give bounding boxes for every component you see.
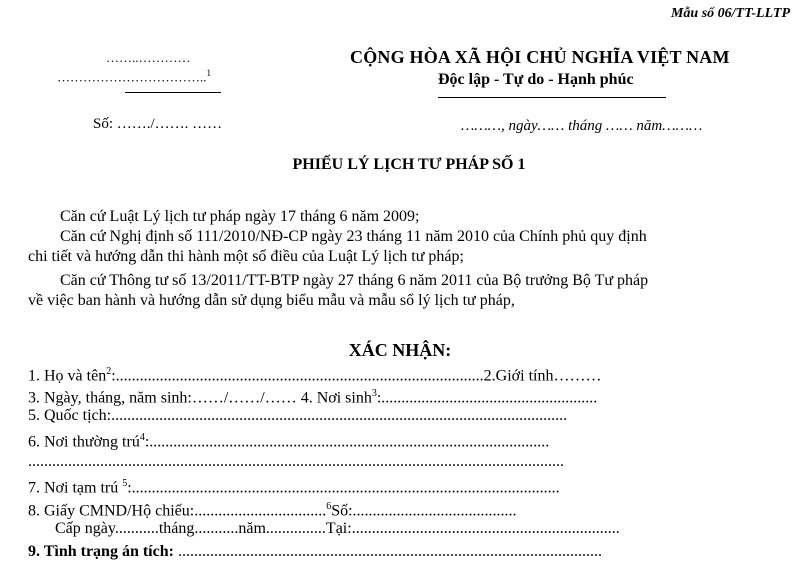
agency-dots: …………………………….. — [57, 69, 207, 85]
footnote-1: 1 — [206, 68, 211, 78]
field-criminal-record — [28, 542, 602, 562]
field-dots: .......................................................................................................... — [177, 543, 602, 560]
agency-underline — [125, 92, 221, 93]
field-label: 1. Họ và tên — [28, 367, 107, 385]
field-gender: .2.Giới tính……… — [479, 367, 602, 385]
date-line: ………, ngày…… tháng …… năm……… — [461, 118, 703, 134]
field-dots: :........................................................................................... — [111, 367, 480, 385]
confirm-heading: XÁC NHẬN: — [348, 340, 452, 360]
field-label: 6. Nơi thường trú — [28, 433, 140, 451]
basis-line-4: Căn cứ Thông tư số 13/2011/TT-BTP ngày 27 tháng 6 năm 2011 của Bộ trưởng Bộ Tư pháp — [60, 272, 649, 289]
field-permanent-residence — [28, 428, 549, 452]
field-label: 3. Ngày, tháng, năm sinh:……/……/…… 4. Nơi sinh — [28, 389, 372, 407]
field-label: 7. Nơi tạm trú — [28, 479, 123, 497]
field-id-passport — [28, 497, 517, 521]
field-label: 9. Tình trạng án tích: — [28, 543, 178, 560]
document-title: PHIẾU LÝ LỊCH TƯ PHÁP SỐ 1 — [292, 156, 526, 173]
basis-line-3: chi tiết và hướng dẫn thi hành một số điều của Luật Lý lịch tư pháp; — [28, 248, 464, 265]
document-number: Số: ……./……. …… — [93, 116, 223, 132]
field-birth — [28, 384, 597, 408]
footnote-4: 4 — [139, 432, 145, 443]
field-dots: :.................................................................................................... — [144, 433, 550, 451]
field-issue-date-place: Cấp ngày...........tháng...........năm...............Tại:................................................................... — [55, 520, 620, 537]
footnote-2: 2 — [106, 366, 112, 377]
form-number: Mẫu số 06/TT-LLTP — [670, 6, 790, 21]
basis-line-5: về việc ban hành và hướng dẫn sử dụng biểu mẫu và mẫu sổ lý lịch tư pháp, — [28, 292, 515, 309]
footnote-3: 3 — [371, 388, 377, 399]
nation-title: CỘNG HÒA XÃ HỘI CHỦ NGHĨA VIỆT NAM — [350, 47, 730, 67]
motto-underline — [438, 97, 666, 98]
field-temporary-residence — [28, 474, 560, 498]
field-dots: :...................................................... — [376, 389, 598, 407]
field-dots: Số:......................................... — [331, 502, 517, 520]
agency-line-1: ……..………… — [106, 50, 191, 65]
field-nationality: 5. Quốc tịch:.................................................................................................................. — [28, 407, 568, 424]
field-label: 8. Giấy CMND/Hộ chiếu:................................. — [28, 502, 327, 520]
field-residence-continued: ...................................................................................................................................... — [28, 453, 564, 470]
motto: Độc lập - Tự do - Hạnh phúc — [438, 71, 634, 88]
basis-line-1: Căn cứ Luật Lý lịch tư pháp ngày 17 tháng 6 năm 2009; — [60, 208, 420, 225]
field-full-name — [28, 362, 601, 386]
basis-line-2: Căn cứ Nghị định số 111/2010/NĐ-CP ngày 23 tháng 11 năm 2010 của Chính phủ quy định — [60, 228, 647, 245]
footnote-5: 5 — [122, 478, 128, 489]
agency-line-2 — [57, 68, 211, 85]
field-dots: :........................................................................................................... — [127, 479, 560, 497]
footnote-6: 6 — [326, 501, 332, 512]
